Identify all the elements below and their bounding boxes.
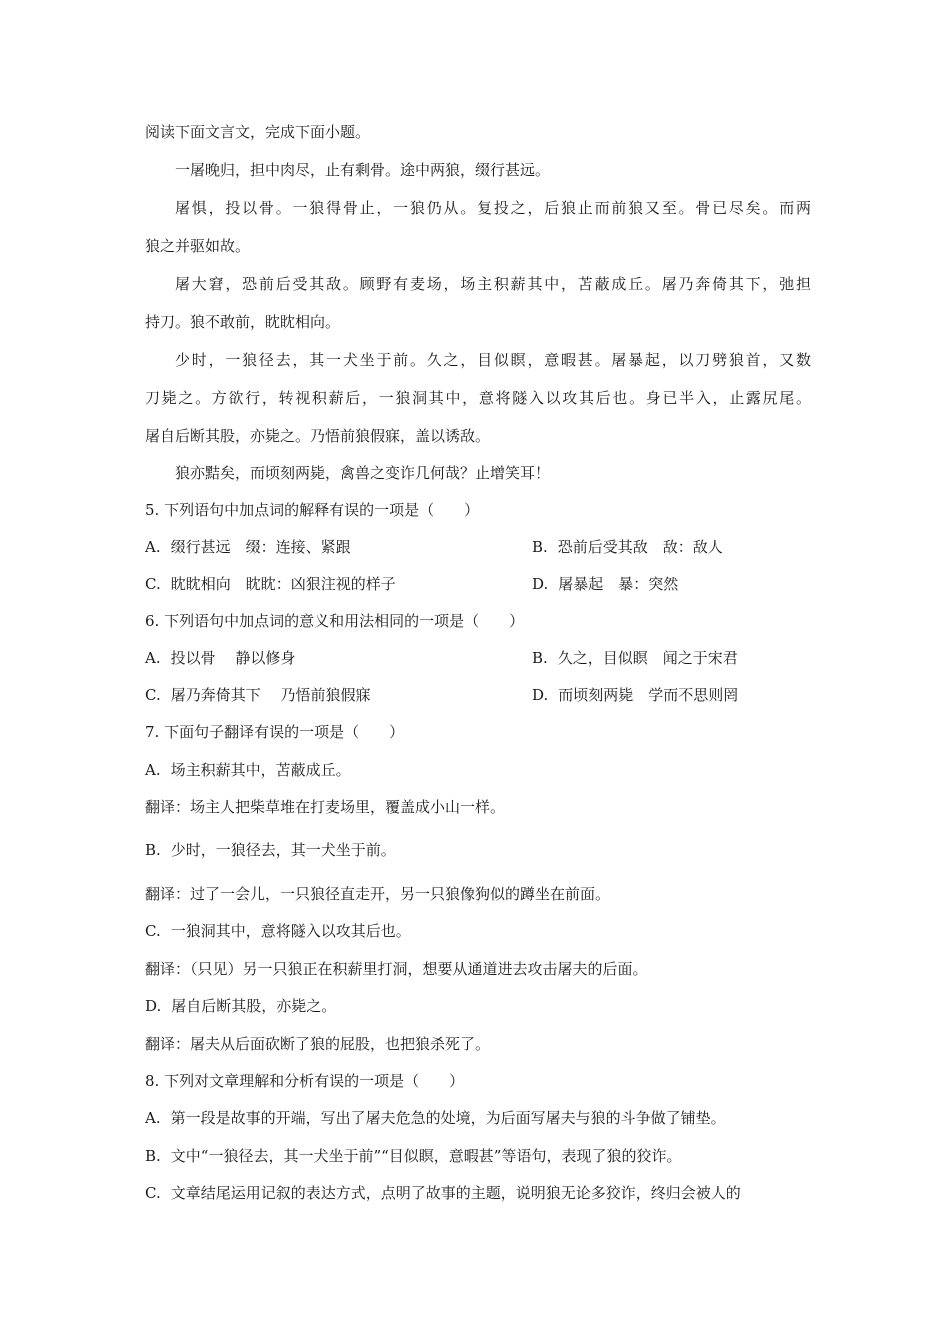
option-label: A. <box>145 1109 161 1127</box>
question-5-option-b <box>532 537 723 557</box>
option-label: C. <box>145 575 161 593</box>
option-text: 第一段是故事的开端，写出了屠夫危急的处境，为后面写屠夫与狼的斗争做了铺垫。 <box>170 1109 726 1127</box>
question-6-option-b <box>532 648 738 668</box>
question-7-option-a-translation: 翻译：场主人把柴草堆在打麦场里，覆盖成小山一样。 <box>145 798 506 816</box>
option-text: 屠自后断其股，亦毙之。 <box>171 997 337 1015</box>
option-text: 投以骨 静以修身 <box>170 649 296 667</box>
option-label: B. <box>145 841 161 859</box>
option-text: 屠乃奔倚其下 乃悟前狼假寐 <box>170 686 371 704</box>
question-6-option-c <box>145 685 371 705</box>
option-label: C. <box>145 686 161 704</box>
option-text: 而顷刻两毙 学而不思则罔 <box>558 686 739 704</box>
option-label: A. <box>145 649 161 667</box>
option-label: B. <box>145 1147 161 1165</box>
question-5-option-c <box>145 574 396 594</box>
question-6-stem: 6. 下列语句中加点词的意义和用法相同的一项是（ ） <box>145 612 525 630</box>
option-text: 文中“一狼径去，其一犬坐于前”“目似瞑，意暇甚”等语句，表现了狼的狡诈。 <box>170 1147 682 1165</box>
question-8-stem: 8. 下列对文章理解和分析有误的一项是（ ） <box>145 1072 465 1090</box>
option-text: 久之，目似瞑 闻之于宋君 <box>557 649 738 667</box>
question-8-option-c <box>145 1183 741 1203</box>
passage-paragraph-3-line-1: 屠大窘，恐前后受其敌。顾野有麦场，场主积薪其中，苫蔽成丘。屠乃奔倚其下，弛担 <box>175 275 811 293</box>
passage-paragraph-2-line-1: 屠惧，投以骨。一狼得骨止，一狼仍从。复投之，后狼止而前狼又至。骨已尽矣。而两 <box>175 199 811 217</box>
passage-paragraph-3-line-2: 持刀。狼不敢前，眈眈相向。 <box>145 313 341 331</box>
option-text: 缀行甚远 缀：连接、紧跟 <box>170 538 351 556</box>
question-5-option-a <box>145 537 351 557</box>
option-label: A. <box>145 761 161 779</box>
question-7-option-c <box>145 921 411 941</box>
question-6-option-d <box>532 685 738 705</box>
question-8-option-b <box>145 1146 681 1166</box>
passage-paragraph-5: 狼亦黠矣，而顷刻两毙，禽兽之变诈几何哉？止增笑耳！ <box>175 464 551 482</box>
question-7-option-b-translation: 翻译：过了一会儿，一只狼径直走开，另一只狼像狗似的蹲坐在前面。 <box>145 885 611 903</box>
option-label: B. <box>532 538 548 556</box>
passage-paragraph-1: 一屠晚归，担中肉尽，止有剩骨。途中两狼，缀行甚远。 <box>175 161 551 179</box>
passage-paragraph-4-line-3: 屠自后断其股，亦毙之。乃悟前狼假寐，盖以诱敌。 <box>145 427 491 445</box>
intro-instruction: 阅读下面文言文，完成下面小题。 <box>145 123 371 141</box>
passage-paragraph-4-line-2: 刀毙之。方欲行，转视积薪后，一狼洞其中，意将隧入以攻其后也。身已半入，止露尻尾。 <box>145 389 811 407</box>
question-5-option-d <box>532 574 678 594</box>
option-text: 一狼洞其中，意将隧入以攻其后也。 <box>170 922 411 940</box>
question-6-option-a <box>145 648 295 668</box>
question-8-option-a <box>145 1108 726 1128</box>
option-text: 屠暴起 暴：突然 <box>558 575 679 593</box>
option-text: 文章结尾运用记叙的表达方式，点明了故事的主题，说明狼无论多狡诈，终归会被人的 <box>170 1184 741 1202</box>
passage-paragraph-2-line-2: 狼之并驱如故。 <box>145 237 251 255</box>
option-text: 场主积薪其中，苫蔽成丘。 <box>170 761 351 779</box>
question-7-stem: 7. 下面句子翻译有误的一项是（ ） <box>145 723 405 741</box>
question-7-option-b <box>145 840 396 860</box>
option-label: D. <box>532 575 549 593</box>
question-7-option-a <box>145 760 351 780</box>
option-label: C. <box>145 922 161 940</box>
option-label: D. <box>532 686 549 704</box>
option-label: D. <box>145 997 162 1015</box>
option-text: 恐前后受其敌 敌：敌人 <box>557 538 723 556</box>
option-label: B. <box>532 649 548 667</box>
question-7-option-c-translation: 翻译：（只见）另一只狼正在积薪里打洞，想要从通道进去攻击屠夫的后面。 <box>145 960 648 978</box>
option-label: C. <box>145 1184 161 1202</box>
question-7-option-d-translation: 翻译：屠夫从后面砍断了狼的屁股，也把狼杀死了。 <box>145 1035 491 1053</box>
question-5-stem: 5. 下列语句中加点词的解释有误的一项是（ ） <box>145 501 480 519</box>
question-7-option-d <box>145 996 336 1016</box>
option-text: 少时，一狼径去，其一犬坐于前。 <box>170 841 396 859</box>
passage-paragraph-4-line-1: 少时，一狼径去，其一犬坐于前。久之，目似瞑，意暇甚。屠暴起，以刀劈狼首，又数 <box>175 351 811 369</box>
option-text: 眈眈相向 眈眈：凶狠注视的样子 <box>170 575 396 593</box>
option-label: A. <box>145 538 161 556</box>
